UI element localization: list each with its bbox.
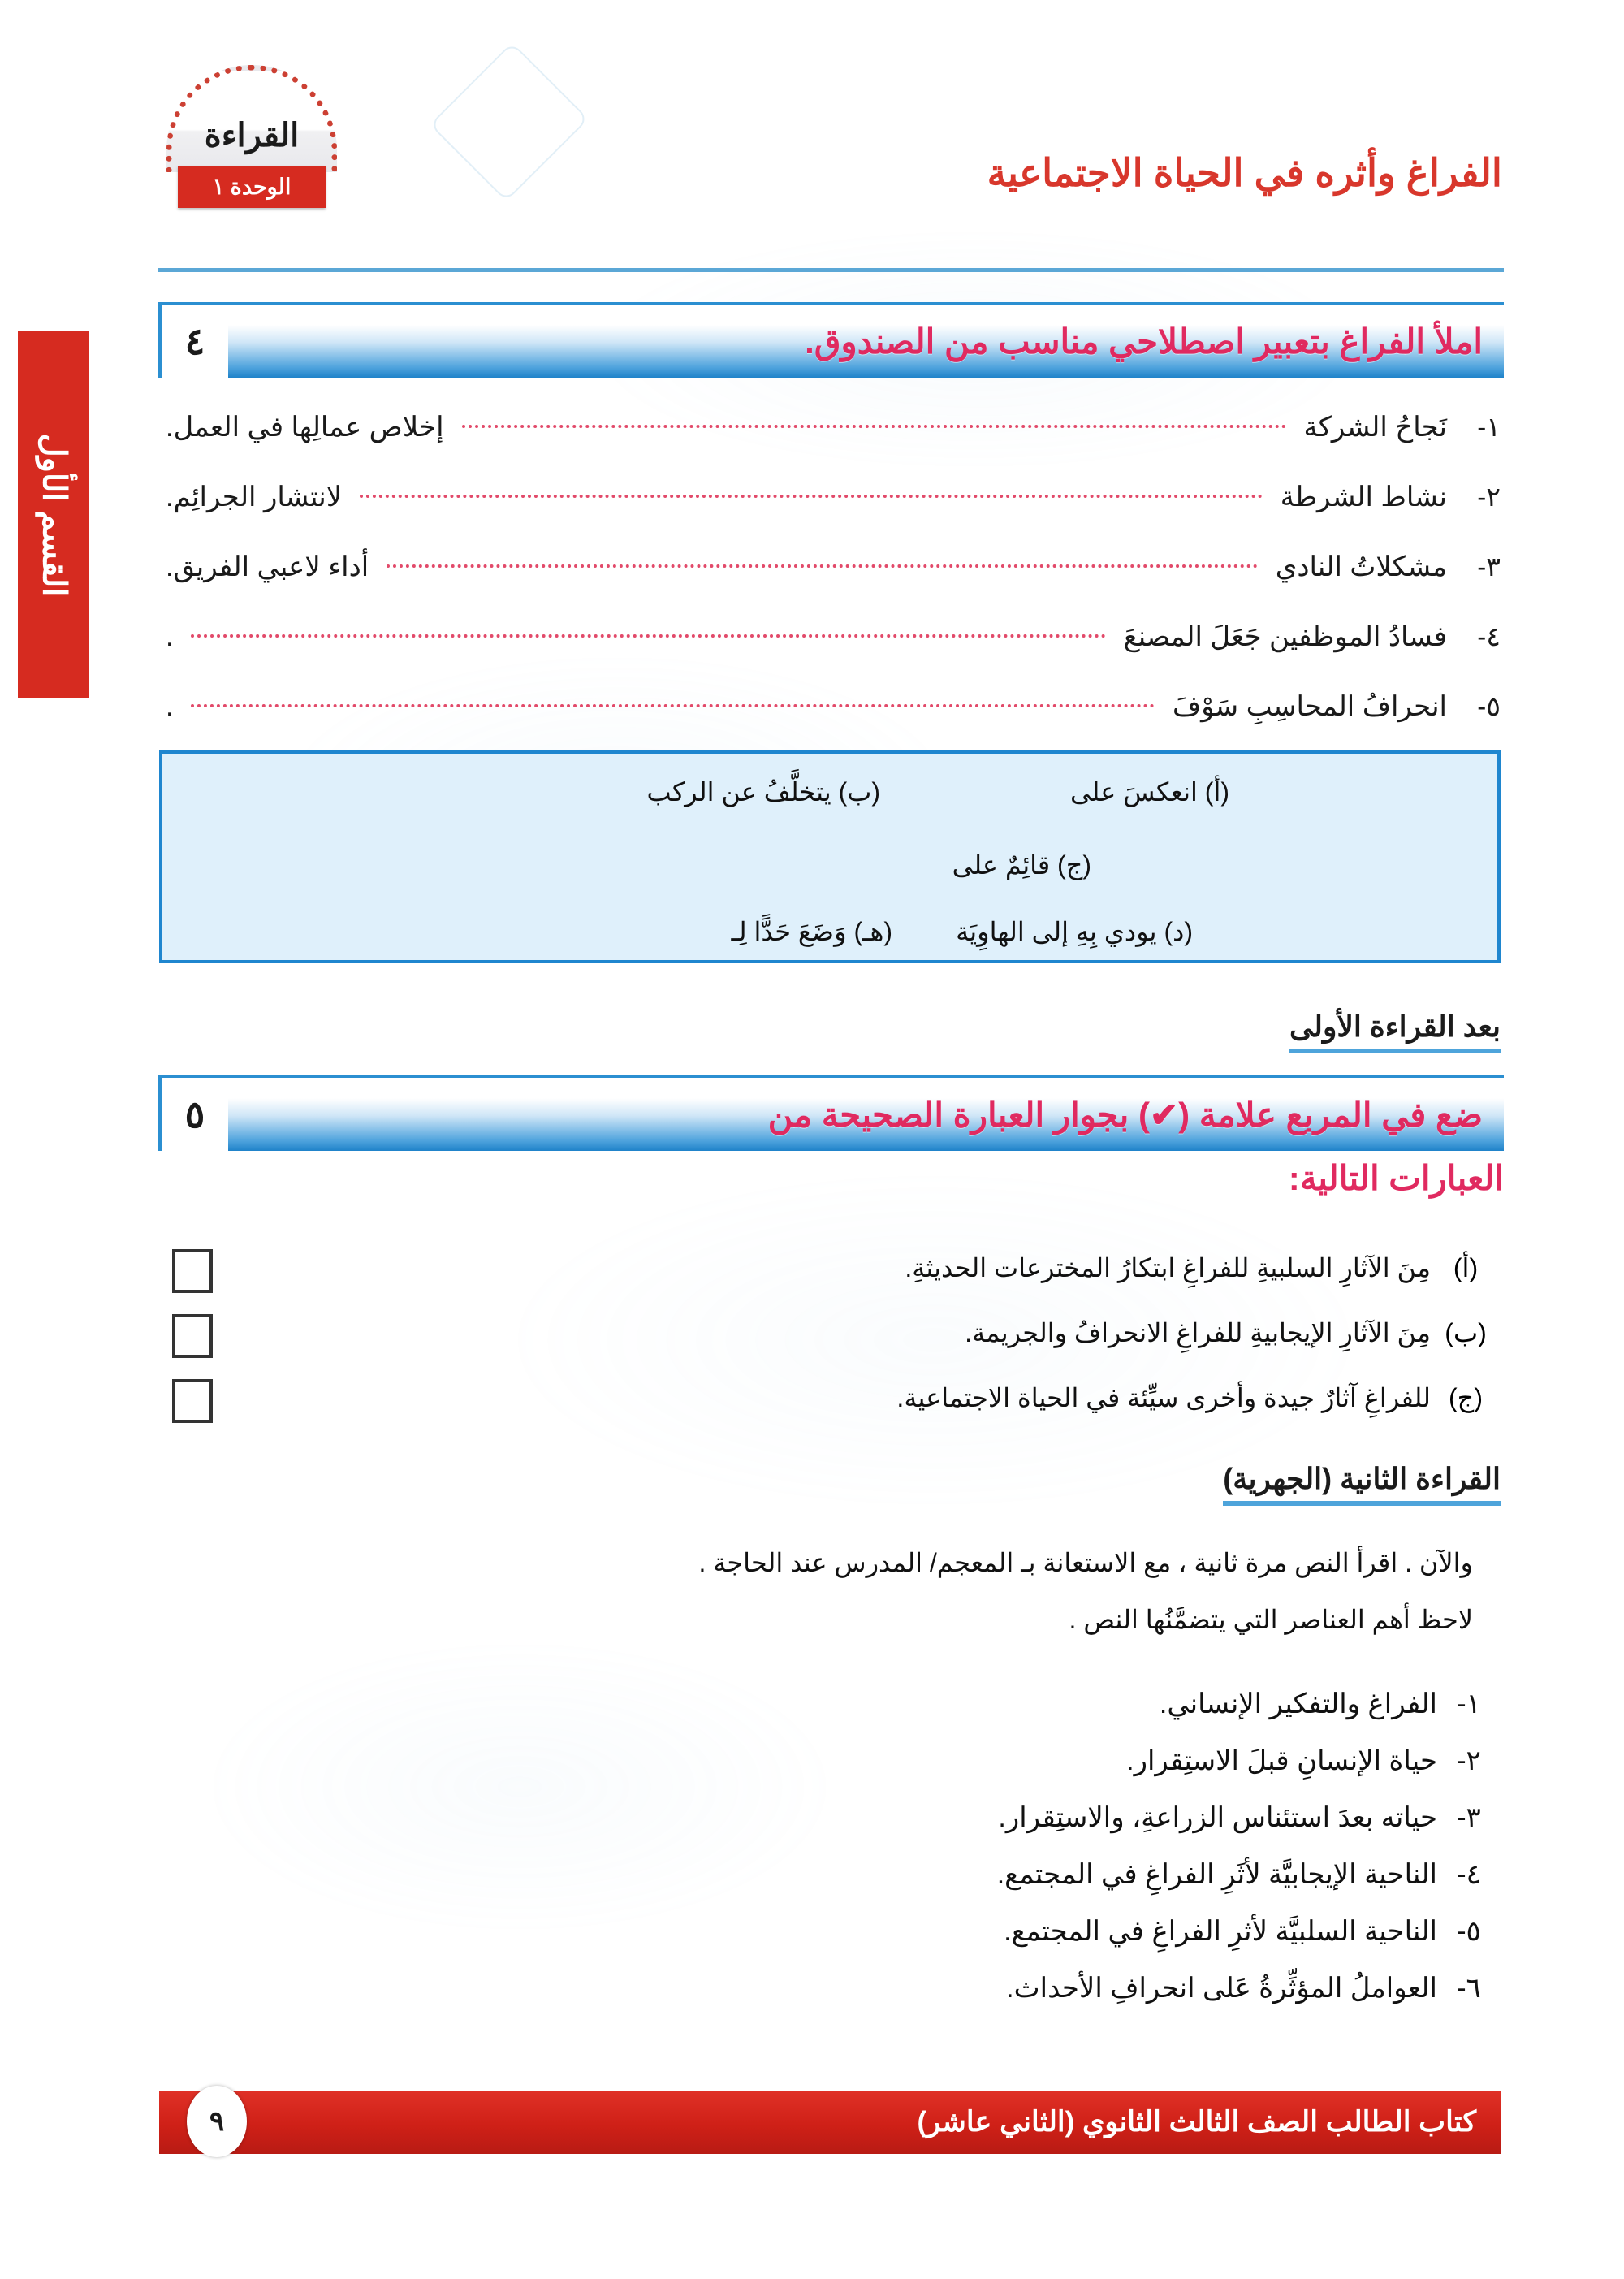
- fill-row-after: أداء لاعبي الفريق.: [166, 551, 369, 582]
- page-footer: [159, 2087, 1501, 2154]
- exercise-5-number: ٥: [158, 1078, 228, 1151]
- option-key: (هـ): [853, 917, 892, 946]
- list-item-index: ٦-: [1457, 1973, 1481, 2004]
- checkbox-a[interactable]: [172, 1249, 213, 1293]
- checkbox-b[interactable]: [172, 1314, 213, 1358]
- list-item: [1004, 1915, 1501, 1948]
- fill-row-before: مشكلاتُ النادي: [1275, 551, 1447, 582]
- list-item: [1006, 1972, 1501, 2004]
- option-text: يتخلَّفُ عن الركب: [646, 777, 831, 807]
- fill-row-after: .: [166, 621, 174, 652]
- fill-row-before: فسادُ الموظفين جَعَلَ المصنعَ: [1123, 621, 1447, 652]
- option-key: (ب): [838, 777, 880, 807]
- option-item-a[interactable]: [1070, 776, 1229, 807]
- list-item-text: الفراغ والتفكير الإنساني.: [1159, 1689, 1437, 1719]
- option-item-e[interactable]: [732, 916, 892, 947]
- option-item-d[interactable]: [956, 916, 1193, 947]
- statement-key: (أ): [1453, 1253, 1479, 1282]
- list-item-text: الناحية الإيجابيَّة لأثَرِ الفراغِ في المجتمع.: [996, 1859, 1437, 1890]
- option-key: (أ): [1204, 777, 1229, 807]
- exercise-4-number: ٤: [158, 305, 228, 378]
- fill-blank-input[interactable]: [387, 564, 1258, 568]
- fill-blank-input[interactable]: [191, 634, 1105, 638]
- section-side-tab-label: القسم الأول: [35, 433, 71, 597]
- fill-row-after: إخلاص عمالِها في العمل.: [166, 412, 444, 443]
- statement-key: (ج): [1449, 1383, 1483, 1412]
- after-first-reading-label: بعد القراءة الأولى: [1289, 1010, 1501, 1043]
- fill-row[interactable]: [159, 621, 1501, 653]
- fill-row[interactable]: [159, 481, 1501, 513]
- fill-row[interactable]: [159, 411, 1501, 443]
- statement-text: مِنَ الآثارِ السلبيةِ للفراغِ ابتكارُ المخترعات الحديثةِ.: [905, 1253, 1431, 1282]
- exercise-5-prompt-line1: ضع في المربع علامة (✔) بجوار العبارة الصحيحة من: [767, 1095, 1483, 1134]
- list-item: [1160, 1688, 1501, 1720]
- section-side-tab: [18, 331, 89, 698]
- list-item-index: ٥-: [1457, 1916, 1481, 1947]
- fill-row-after: لانتشار الجرائِم.: [166, 482, 343, 512]
- diamond-watermark-icon: [430, 42, 590, 202]
- fill-row-index: ٥-: [1477, 691, 1501, 721]
- header-divider: [158, 268, 1504, 272]
- checkbox-statement-c[interactable]: [159, 1382, 1501, 1413]
- list-item: [997, 1858, 1501, 1891]
- option-key: (د): [1164, 917, 1193, 946]
- checkbox-statement-b[interactable]: [159, 1317, 1501, 1348]
- list-item-index: ١-: [1457, 1689, 1481, 1719]
- reading-badge-dome: [166, 65, 337, 172]
- option-item-b[interactable]: [647, 776, 880, 807]
- option-item-c[interactable]: [952, 850, 1091, 880]
- list-item-text: حياته بعدَ استئناس الزراعةِ، والاستِقرار.: [998, 1802, 1437, 1833]
- exercise-4-prompt: املأ الفراغ بتعبير اصطلاحي مناسب من الصندوق.: [805, 322, 1483, 361]
- list-item-text: العواملُ المؤثِّرةُ عَلى انحرافِ الأحداث.: [1006, 1973, 1437, 2004]
- checkbox-c[interactable]: [172, 1379, 213, 1423]
- list-item-text: حياة الإنسانِ قبلَ الاستِقرار.: [1126, 1745, 1437, 1776]
- option-text: يودي بِهِ إلى الهاوِيَة: [956, 917, 1157, 946]
- idioms-option-box: [159, 750, 1501, 963]
- option-text: انعكسَ على: [1069, 777, 1198, 807]
- statement-text: مِنَ الآثارِ الإيجابيةِ للفراغِ الانحرافُ والجريمة.: [965, 1318, 1431, 1347]
- fill-row-index: ١-: [1477, 412, 1501, 442]
- statement-key: (ب): [1445, 1318, 1487, 1347]
- list-item-text: الناحية السلبيَّة لأثرِ الفراغِ في المجتمع.: [1004, 1916, 1437, 1947]
- fill-row-before: نَجاحُ الشركة: [1303, 412, 1447, 443]
- second-reading-heading: [1223, 1462, 1501, 1506]
- reading-badge-label: القراءة: [204, 118, 300, 154]
- after-first-reading-heading: [1289, 1010, 1501, 1053]
- fill-blank-input[interactable]: [462, 425, 1286, 428]
- list-item-index: ٣-: [1457, 1802, 1481, 1833]
- fill-row[interactable]: [159, 690, 1501, 723]
- exercise-4-header: [158, 302, 1504, 378]
- fill-blank-input[interactable]: [360, 495, 1263, 498]
- option-key: (ج): [1057, 850, 1091, 880]
- option-text: قائِمٌ على: [952, 850, 1051, 880]
- statement-text: للفراغِ آثارٌ جيدة وأخرى سيِّئة في الحياة الاجتماعية.: [896, 1383, 1431, 1412]
- heading-underline: [1289, 1049, 1501, 1053]
- option-text: وَضَعَ حَدًّا لِـ: [731, 917, 847, 946]
- footer-text: كتاب الطالب الصف الثالث الثانوي (الثاني عاشر): [917, 2106, 1476, 2138]
- fill-row-before: انحرافُ المحاسِبِ سَوْفَ: [1172, 691, 1447, 722]
- list-item-index: ٤-: [1457, 1859, 1481, 1890]
- fill-row-before: نشاط الشرطة: [1280, 482, 1447, 512]
- list-item-index: ٢-: [1457, 1745, 1481, 1776]
- fill-row-index: ٤-: [1477, 621, 1501, 651]
- second-reading-paragraph-2: لاحظ أهم العناصر التي يتضمَّنُها النص .: [1069, 1605, 1473, 1634]
- second-reading-paragraph-1: والآن . اقرأ النص مرة ثانية ، مع الاستعانة بـ المعجم/ المدرس عند الحاجة .: [698, 1548, 1473, 1577]
- second-reading-label: القراءة الثانية (الجهرية): [1223, 1462, 1501, 1495]
- page-number-badge: ٩: [187, 2086, 247, 2157]
- checkbox-statement-a[interactable]: [159, 1252, 1501, 1283]
- list-item: [998, 1801, 1501, 1834]
- reading-badge: [166, 65, 337, 210]
- fill-row-index: ٣-: [1477, 551, 1501, 582]
- fill-row-index: ٢-: [1477, 482, 1501, 512]
- exercise-5-prompt-line2: العبارات التالية:: [1288, 1159, 1504, 1197]
- page-title: الفراغ وأثره في الحياة الاجتماعية: [987, 151, 1502, 194]
- list-item: [1126, 1745, 1501, 1777]
- unit-label: الوحدة ١: [212, 174, 292, 199]
- fill-blank-input[interactable]: [191, 704, 1154, 707]
- unit-box: [178, 166, 326, 208]
- exercise-5-header: [158, 1075, 1504, 1151]
- fill-row-after: .: [166, 691, 174, 722]
- fill-row[interactable]: [159, 551, 1501, 583]
- heading-underline: [1223, 1501, 1501, 1506]
